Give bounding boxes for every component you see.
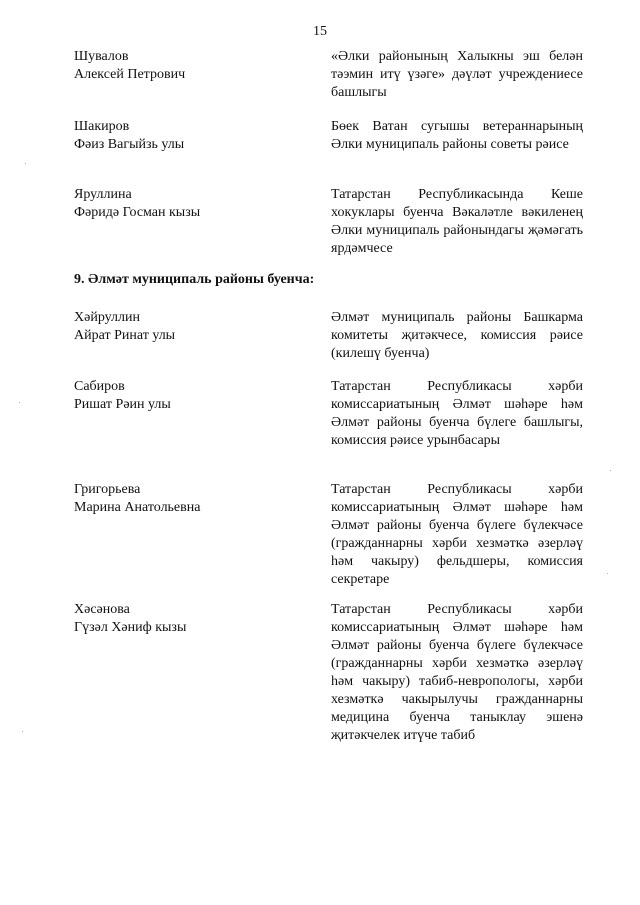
member-full-name (74, 378, 314, 414)
member-surname: Яруллина (74, 187, 132, 202)
member-full-name (74, 601, 314, 637)
scan-speck (610, 470, 611, 471)
scan-speck (19, 402, 20, 403)
member-role: Татарстан Республикасы хәрби комиссариатының Әлмәт шәһәре һәм Әлмәт районы буенча бүлеге башлыгы, комиссия рәисе урынбасары (331, 379, 583, 448)
member-full-name (74, 481, 314, 517)
member-given-name: Алексей Петрович (74, 67, 186, 82)
section-heading: 9. Әлмәт муниципаль районы буенча: (74, 272, 315, 287)
member-role: Әлмәт муниципаль районы Башкарма комитеты җитәкчесе, комиссия рәисе (килешү буенча) (331, 310, 583, 361)
member-full-name (74, 118, 314, 154)
member-role: Татарстан Республикасында Кеше хокуклары буенча Вәкаләтле вәкиленең Әлки муниципаль районындагы җәмәгать ярдәмчесе (331, 187, 583, 256)
page-number: 15 (313, 24, 327, 39)
member-given-name: Марина Анатольевна (74, 500, 201, 515)
member-surname: Хәсәнова (74, 602, 130, 617)
member-surname: Григорьева (74, 482, 141, 497)
member-full-name (74, 186, 314, 222)
scan-speck (25, 163, 26, 164)
member-given-name: Гүзәл Хәниф кызы (74, 620, 187, 635)
member-role: Татарстан Республикасы хәрби комиссариатының Әлмәт шәһәре һәм Әлмәт районы буенча бүлеге бүлекчәсе (гражданнарны хәрби хезмәткә әзерләү һәм чакыру) фельдшеры, комиссия секретаре (331, 482, 583, 587)
scan-speck (22, 731, 23, 732)
member-surname: Сабиров (74, 379, 125, 394)
member-given-name: Фәридә Госман кызы (74, 205, 201, 220)
member-full-name (74, 309, 314, 345)
member-role: Татарстан Республикасы хәрби комиссариатының Әлмәт шәһәре һәм Әлмәт районы буенча бүлеге бүлекчәсе (гражданнарны хәрби хезмәткә әзерләү һәм чакыру) табиб-невропологы, хәрби хезмәткә чакырылучы гражданнарны медицина буенча таныклау эшенә җитәкчелек итүче табиб (331, 602, 583, 743)
member-given-name: Ришат Рәин улы (74, 397, 171, 412)
member-role: «Әлки районының Халыкны эш белән тәэмин итү үзәге» дәүләт учреждениесе башлыгы (331, 49, 583, 100)
member-given-name: Айрат Ринат улы (74, 328, 176, 343)
member-given-name: Фәиз Вагыйзь улы (74, 137, 185, 152)
member-role: Бөек Ватан сугышы ветераннарының Әлки муниципаль районы советы рәисе (331, 119, 583, 152)
member-full-name (74, 48, 314, 84)
scan-speck (607, 573, 608, 574)
member-surname: Шакиров (74, 119, 130, 134)
member-surname: Шувалов (74, 49, 129, 64)
member-surname: Хәйруллин (74, 310, 140, 325)
